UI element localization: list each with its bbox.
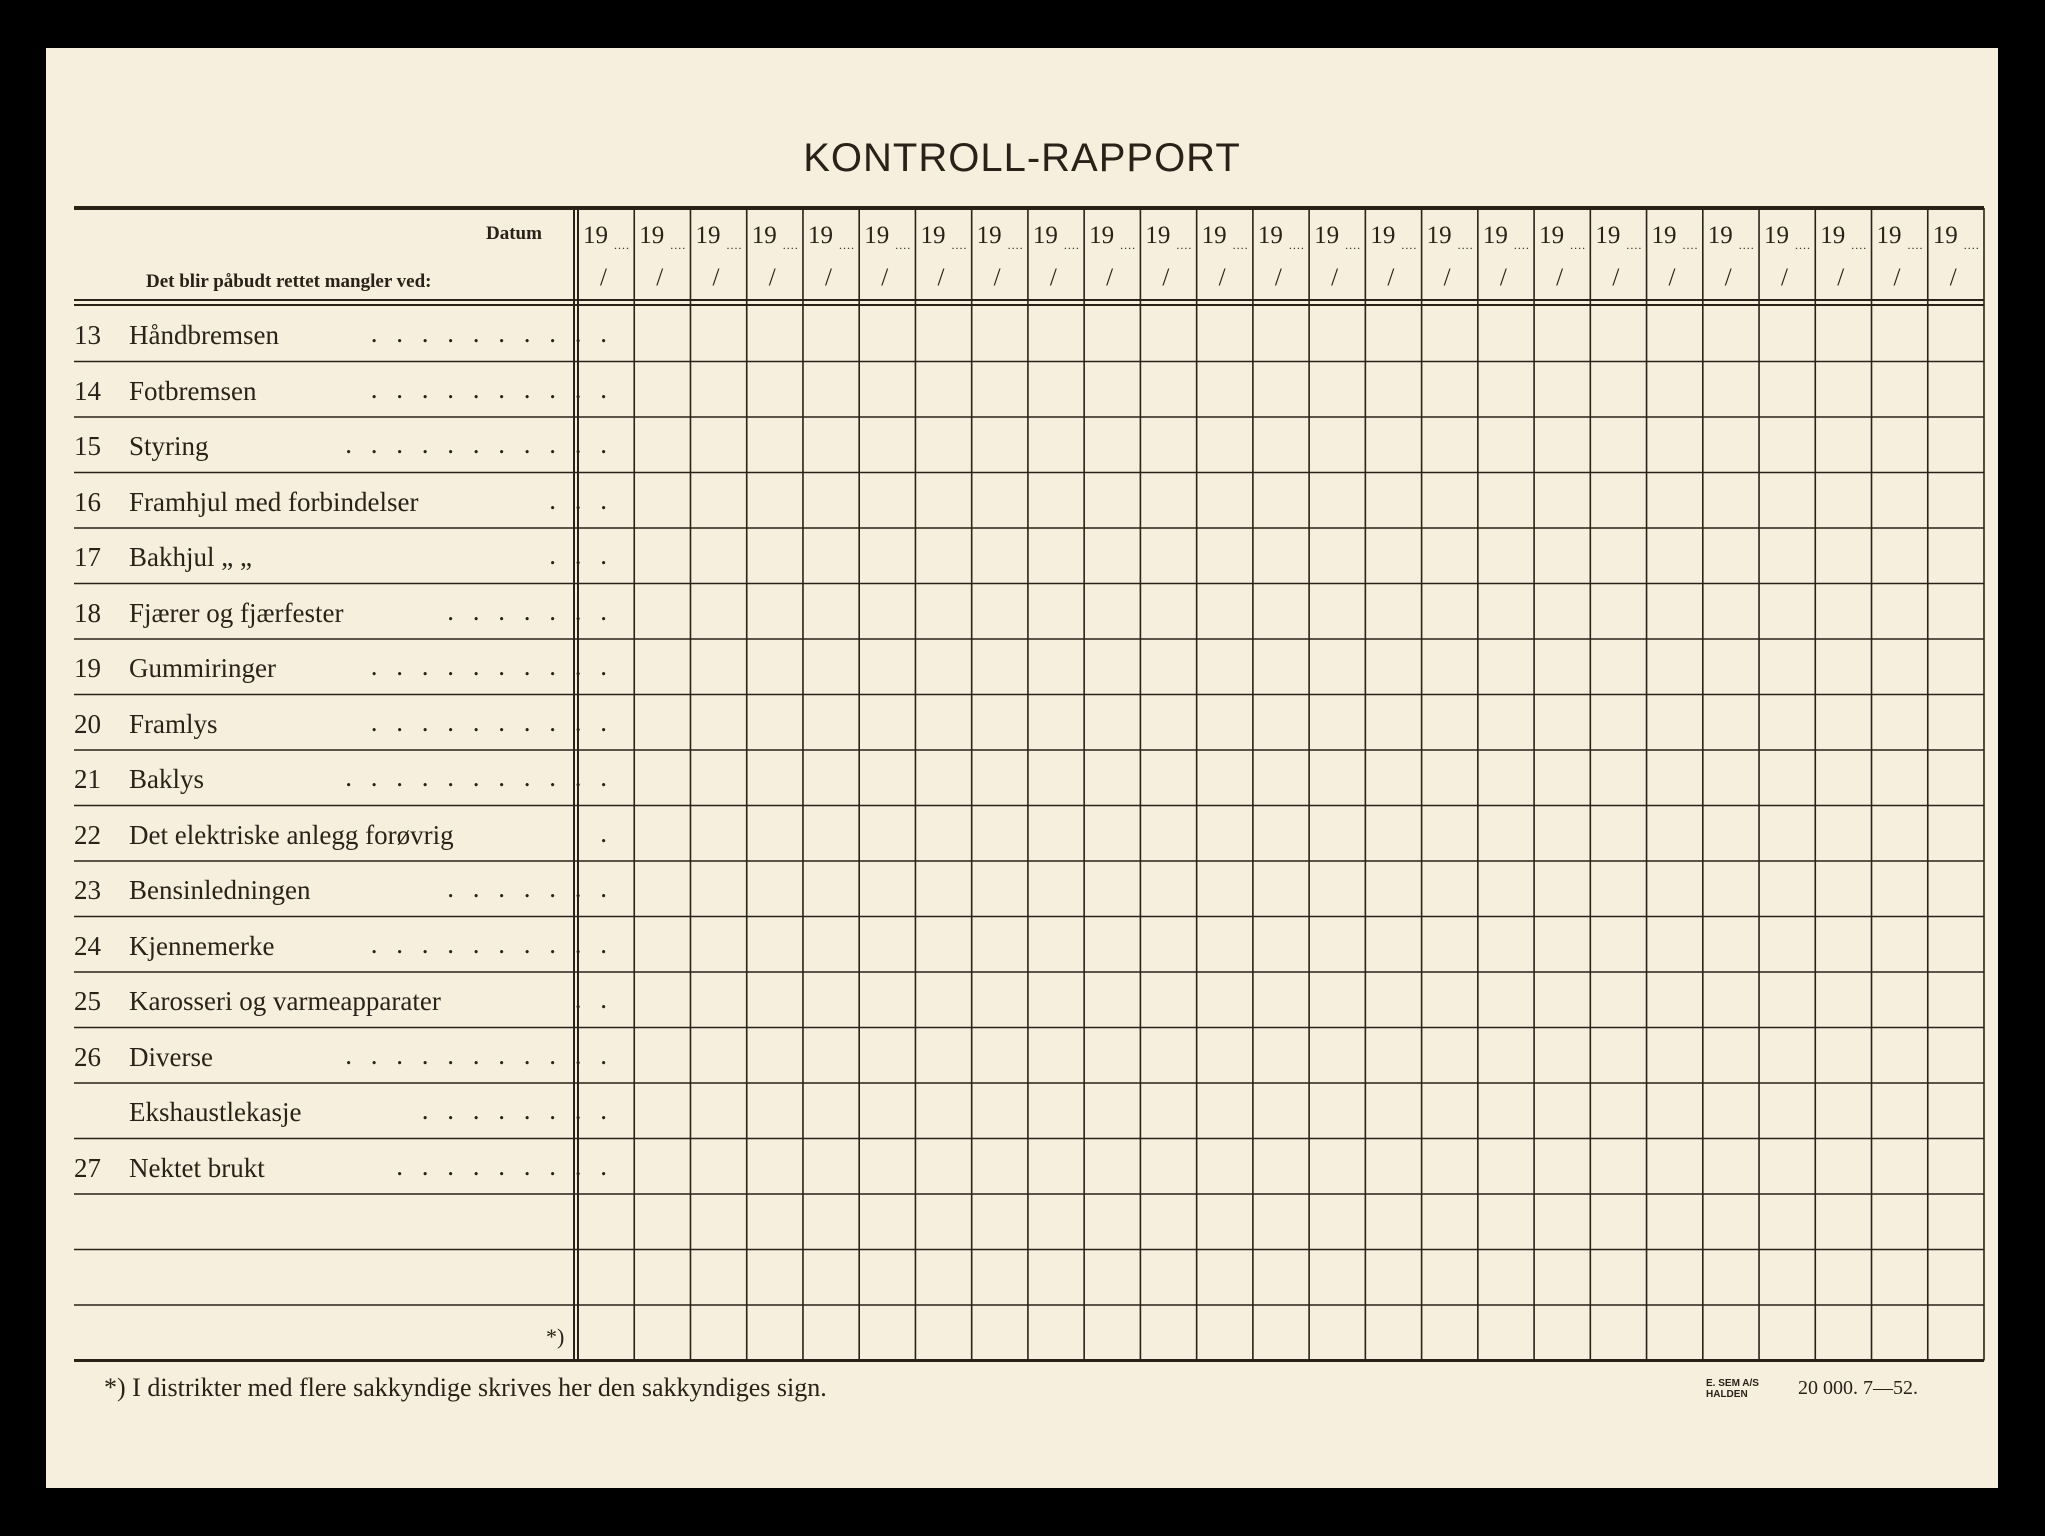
- date-slash: /: [1893, 264, 1901, 291]
- row-leader-dots: . . . . . . . . . . .: [345, 762, 613, 792]
- date-slash: /: [1443, 264, 1451, 291]
- date-header-cell: [1309, 220, 1365, 300]
- row-number: 21: [74, 764, 101, 794]
- row-leader-dots: . . . . . . . . . . .: [345, 1039, 613, 1070]
- year-prefix: 19: [1595, 222, 1621, 249]
- date-slash: /: [1781, 264, 1788, 291]
- year-prefix: 19: [1145, 222, 1171, 249]
- row-number: 20: [74, 708, 101, 739]
- year-prefix: 19: [695, 222, 721, 249]
- date-header-cell: [915, 220, 971, 300]
- date-slash: /: [1612, 264, 1620, 291]
- row-number: 25: [74, 986, 101, 1016]
- date-header-cell: [1197, 220, 1253, 300]
- row-label: Baklys: [129, 764, 205, 794]
- printer-city: HALDEN: [1706, 1389, 1748, 1400]
- page-title: KONTROLL-RAPPORT: [803, 136, 1241, 180]
- year-prefix: 19: [1651, 222, 1677, 249]
- date-header-cell: [972, 220, 1028, 300]
- date-header-cell: [1590, 220, 1646, 300]
- row-label: Gummiringer: [129, 653, 276, 683]
- year-dots: ....: [838, 238, 855, 252]
- date-slash: /: [1274, 264, 1282, 291]
- row-leader-dots: . . .: [549, 540, 613, 570]
- date-slash: /: [1162, 264, 1170, 291]
- footnote-mark: *): [546, 1324, 565, 1349]
- row-leader-dots: .: [600, 817, 613, 848]
- year-dots: ....: [1345, 238, 1362, 252]
- row-leader-dots: . . . . . . . . . .: [370, 373, 613, 404]
- year-prefix: 19: [1370, 222, 1396, 249]
- row-label: Ekshaustlekasje: [129, 1097, 302, 1127]
- date-slash: /: [1331, 264, 1339, 291]
- date-header-cell: [1422, 220, 1478, 300]
- row-leader-dots: . . . . . . .: [447, 873, 613, 903]
- date-slash: /: [1106, 264, 1114, 291]
- date-header-cell: [1028, 220, 1084, 300]
- year-dots: ....: [1120, 238, 1137, 252]
- row-number: 16: [74, 486, 101, 517]
- year-dots: ....: [1401, 238, 1418, 252]
- table-row: [74, 1194, 619, 1249]
- row-number: 17: [74, 542, 101, 572]
- year-dots: ....: [1288, 238, 1305, 252]
- row-number: 23: [74, 875, 101, 905]
- year-dots: ....: [614, 238, 630, 252]
- table-row: [74, 1305, 619, 1360]
- print-info: 20 000. 7—52.: [1798, 1377, 1918, 1399]
- date-header-cell: [634, 220, 690, 300]
- year-dots: ....: [1232, 238, 1249, 252]
- year-dots: ....: [1626, 238, 1643, 252]
- date-slash: /: [881, 264, 889, 291]
- date-slash: /: [1049, 264, 1057, 291]
- year-dots: ....: [895, 238, 912, 252]
- year-prefix: 19: [639, 222, 665, 249]
- year-prefix: 19: [1201, 222, 1227, 249]
- date-header-cell: [578, 220, 634, 300]
- year-prefix: 19: [1932, 222, 1958, 249]
- date-header-cell: [690, 220, 746, 300]
- date-slash: /: [1387, 264, 1395, 291]
- table-row: [74, 917, 619, 972]
- year-prefix: 19: [751, 222, 777, 249]
- date-header-cell: [1928, 220, 1984, 300]
- date-header-cell: [1647, 220, 1703, 300]
- year-prefix: 19: [1089, 222, 1115, 249]
- year-dots: ....: [1963, 238, 1980, 252]
- report-card: [46, 48, 1998, 1488]
- year-dots: ....: [1457, 238, 1474, 252]
- row-label: Bakhjul „ „: [129, 542, 252, 572]
- year-prefix: 19: [976, 222, 1002, 249]
- date-header-cell: [1534, 220, 1590, 300]
- date-header-cell: [1815, 220, 1871, 300]
- date-slash: /: [656, 264, 664, 291]
- date-slash: /: [1724, 264, 1732, 291]
- date-header-cell: [1478, 220, 1534, 300]
- table-row: [74, 861, 619, 916]
- year-dots: ....: [1176, 238, 1193, 252]
- year-dots: ....: [951, 238, 968, 252]
- date-header-cell: [1253, 220, 1309, 300]
- date-header-cell: [1365, 220, 1421, 300]
- row-label: Fotbremsen: [129, 375, 257, 406]
- year-dots: ....: [1851, 238, 1868, 252]
- date-slash: /: [768, 264, 776, 291]
- row-label: Håndbremsen: [129, 320, 279, 350]
- row-number: 15: [74, 431, 101, 461]
- year-dots: ....: [782, 238, 799, 252]
- date-header-cell: [1084, 220, 1140, 300]
- date-slash: /: [993, 264, 1001, 291]
- year-dots: ....: [1795, 238, 1812, 252]
- year-prefix: 19: [1314, 222, 1340, 249]
- row-leader-dots: . . . . . . .: [447, 595, 613, 626]
- row-number: 18: [74, 597, 101, 628]
- row-label: Diverse: [129, 1041, 213, 1072]
- row-leader-dots: . . . . . . . . .: [396, 1150, 613, 1181]
- year-dots: ....: [726, 238, 743, 252]
- year-prefix: 19: [1764, 222, 1790, 249]
- year-dots: ....: [1907, 238, 1924, 252]
- row-label: Styring: [129, 431, 209, 461]
- date-slash: /: [1499, 264, 1507, 291]
- row-number: 14: [74, 375, 101, 406]
- year-dots: ....: [1570, 238, 1587, 252]
- year-dots: ....: [1682, 238, 1699, 252]
- year-dots: ....: [1738, 238, 1755, 252]
- date-slash: /: [937, 264, 945, 291]
- row-leader-dots: . . .: [549, 484, 613, 515]
- row-number: 26: [74, 1041, 101, 1072]
- row-label: Fjærer og fjærfester: [129, 597, 344, 628]
- year-prefix: 19: [920, 222, 946, 249]
- date-slash: /: [1668, 264, 1676, 291]
- table-row: [74, 584, 619, 639]
- row-leader-dots: . . . . . . . . . .: [370, 928, 613, 959]
- table-row: [74, 1250, 619, 1305]
- row-label: Det elektriske anlegg forøvrig: [129, 819, 454, 850]
- row-leader-dots: . .: [574, 984, 613, 1014]
- header-sub-label: Det blir påbudt rettet mangler ved:: [146, 271, 432, 292]
- year-dots: ....: [670, 238, 687, 252]
- table-row: [74, 417, 619, 472]
- table-row: [74, 306, 619, 361]
- year-prefix: 19: [1539, 222, 1565, 249]
- row-leader-dots: . . . . . . . . . . .: [345, 429, 613, 459]
- year-dots: ....: [1513, 238, 1530, 252]
- year-dots: ....: [1063, 238, 1080, 252]
- table-row: [74, 1139, 619, 1194]
- year-prefix: 19: [1876, 222, 1902, 249]
- date-slash: /: [1218, 264, 1226, 291]
- datum-label: Datum: [486, 223, 542, 244]
- year-prefix: 19: [807, 222, 833, 249]
- row-label: Bensinledningen: [129, 875, 311, 905]
- table-row: [74, 362, 619, 417]
- date-header-cell: [859, 220, 915, 300]
- row-label: Framhjul med forbindelser: [129, 486, 419, 517]
- row-leader-dots: . . . . . . . . . .: [370, 651, 613, 681]
- row-leader-dots: . . . . . . . .: [421, 1095, 613, 1125]
- row-number: 24: [74, 930, 101, 961]
- table-row: [74, 695, 619, 750]
- row-number: 27: [74, 1152, 101, 1183]
- row-number: 22: [74, 819, 101, 850]
- date-slash: /: [1556, 264, 1564, 291]
- printer-name: E. SEM A/S: [1706, 1378, 1759, 1389]
- date-slash: /: [1949, 264, 1957, 291]
- table-row: [74, 806, 619, 861]
- table-row: [74, 972, 619, 1027]
- row-label: Kjennemerke: [129, 930, 275, 961]
- row-label: Nektet brukt: [129, 1152, 265, 1183]
- footer-note: *) I distrikter med flere sakkyndige skrives her den sakkyndiges sign.: [104, 1373, 827, 1402]
- date-slash: /: [712, 264, 720, 291]
- row-number: 13: [74, 320, 101, 350]
- date-header-cell: [747, 220, 803, 300]
- date-header-cell: [1872, 220, 1928, 300]
- year-prefix: 19: [1707, 222, 1733, 249]
- year-prefix: 19: [1257, 222, 1283, 249]
- table-row: [74, 1028, 619, 1083]
- date-header-cell: [1759, 220, 1815, 300]
- printer-mark: [1706, 1378, 1759, 1400]
- row-label: Karosseri og varmeapparater: [129, 986, 441, 1016]
- date-header-cell: [1140, 220, 1196, 300]
- year-prefix: 19: [1426, 222, 1452, 249]
- year-prefix: 19: [864, 222, 890, 249]
- year-prefix: 19: [1032, 222, 1058, 249]
- row-leader-dots: . . . . . . . . . .: [370, 706, 613, 737]
- row-leader-dots: . . . . . . . . . .: [370, 318, 613, 348]
- row-label: Framlys: [129, 708, 218, 739]
- table-row: [74, 750, 619, 805]
- date-slash: /: [600, 264, 607, 291]
- date-header-cell: [803, 220, 859, 300]
- year-dots: ....: [1007, 238, 1024, 252]
- year-prefix: 19: [1482, 222, 1508, 249]
- year-prefix: 19: [583, 222, 608, 249]
- table-row: [74, 1083, 619, 1138]
- table-row: [74, 639, 619, 694]
- date-slash: /: [1837, 264, 1845, 291]
- table-row: [74, 473, 619, 528]
- row-number: 19: [74, 653, 101, 683]
- table-row: [74, 528, 619, 583]
- year-prefix: 19: [1820, 222, 1846, 249]
- date-header-cell: [1703, 220, 1759, 300]
- date-slash: /: [824, 264, 832, 291]
